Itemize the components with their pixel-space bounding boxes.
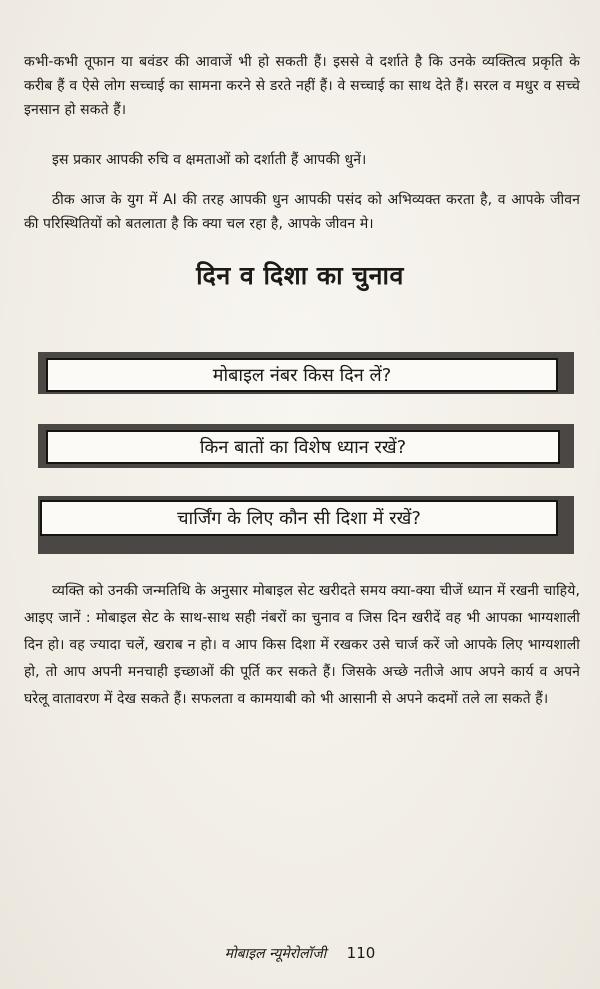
question-box-which-day: मोबाइल नंबर किस दिन लें? — [46, 358, 558, 392]
question-box-charging-direction: चार्जिंग के लिए कौन सी दिशा में रखें? — [40, 500, 558, 536]
paragraph-ai-comparison: ठीक आज के युग में AI की तरह आपकी धुन आपकी पसंद को अभिव्यक्त करता है, व आपके जीवन की परिस्थितियों को बतलाता है कि क्या चल रहा है, आपके जीवन मे। — [24, 192, 580, 232]
book-title: मोबाइल न्यूमेरोलॉजी — [224, 946, 327, 962]
paragraph-tunes-summary: इस प्रकार आपकी रुचि व क्षमताओं को दर्शाती हैं आपकी धुनें। — [52, 152, 367, 168]
page-number: 110 — [346, 944, 376, 962]
question-box-special-attention: किन बातों का विशेष ध्यान रखें? — [46, 430, 560, 464]
page-footer — [0, 944, 600, 963]
paragraph-buying-guidance: व्यक्ति को उनकी जन्मतिथि के अनुसार मोबाइल सेट खरीदते समय क्या-क्या चीजें ध्यान में रखनी चाहिये, आइए जानें : मोबाइल सेट के साथ-साथ सही नंबरों का चुनाव व जिस दिन खरीदें वह भी आपका भाग्यशाली दिन हो। वह ज्यादा चलें, खराब न हो। व आप किस दिशा में रखकर उसे चार्ज करें जो आपके लिए भाग्यशाली हो, तो आप अपनी मनचाही इच्छाओं की पूर्ति कर सकते हैं। जिसके अच्छे नतीजे आप अपने कार्य व अपने घरेलू वातावरण में देख सकते हैं। सफलता व कामयाबी को भी आसानी से अपने कदमों तले ला सकते हैं। — [24, 583, 580, 707]
paragraph-personality: कभी-कभी तूफान या बवंडर की आवाजें भी हो सकती हैं। इससे वे दर्शाते है कि उनके व्यक्तित्व प्रकृति के करीब हैं व ऐसे लोग सच्चाई का सामना करने से डरते नहीं हैं। वे सच्चाई का साथ देते हैं। सरल व मधुर व सच्चे इनसान हो सकते हैं। — [24, 54, 580, 118]
section-heading: दिन व दिशा का चुनाव — [196, 261, 404, 290]
